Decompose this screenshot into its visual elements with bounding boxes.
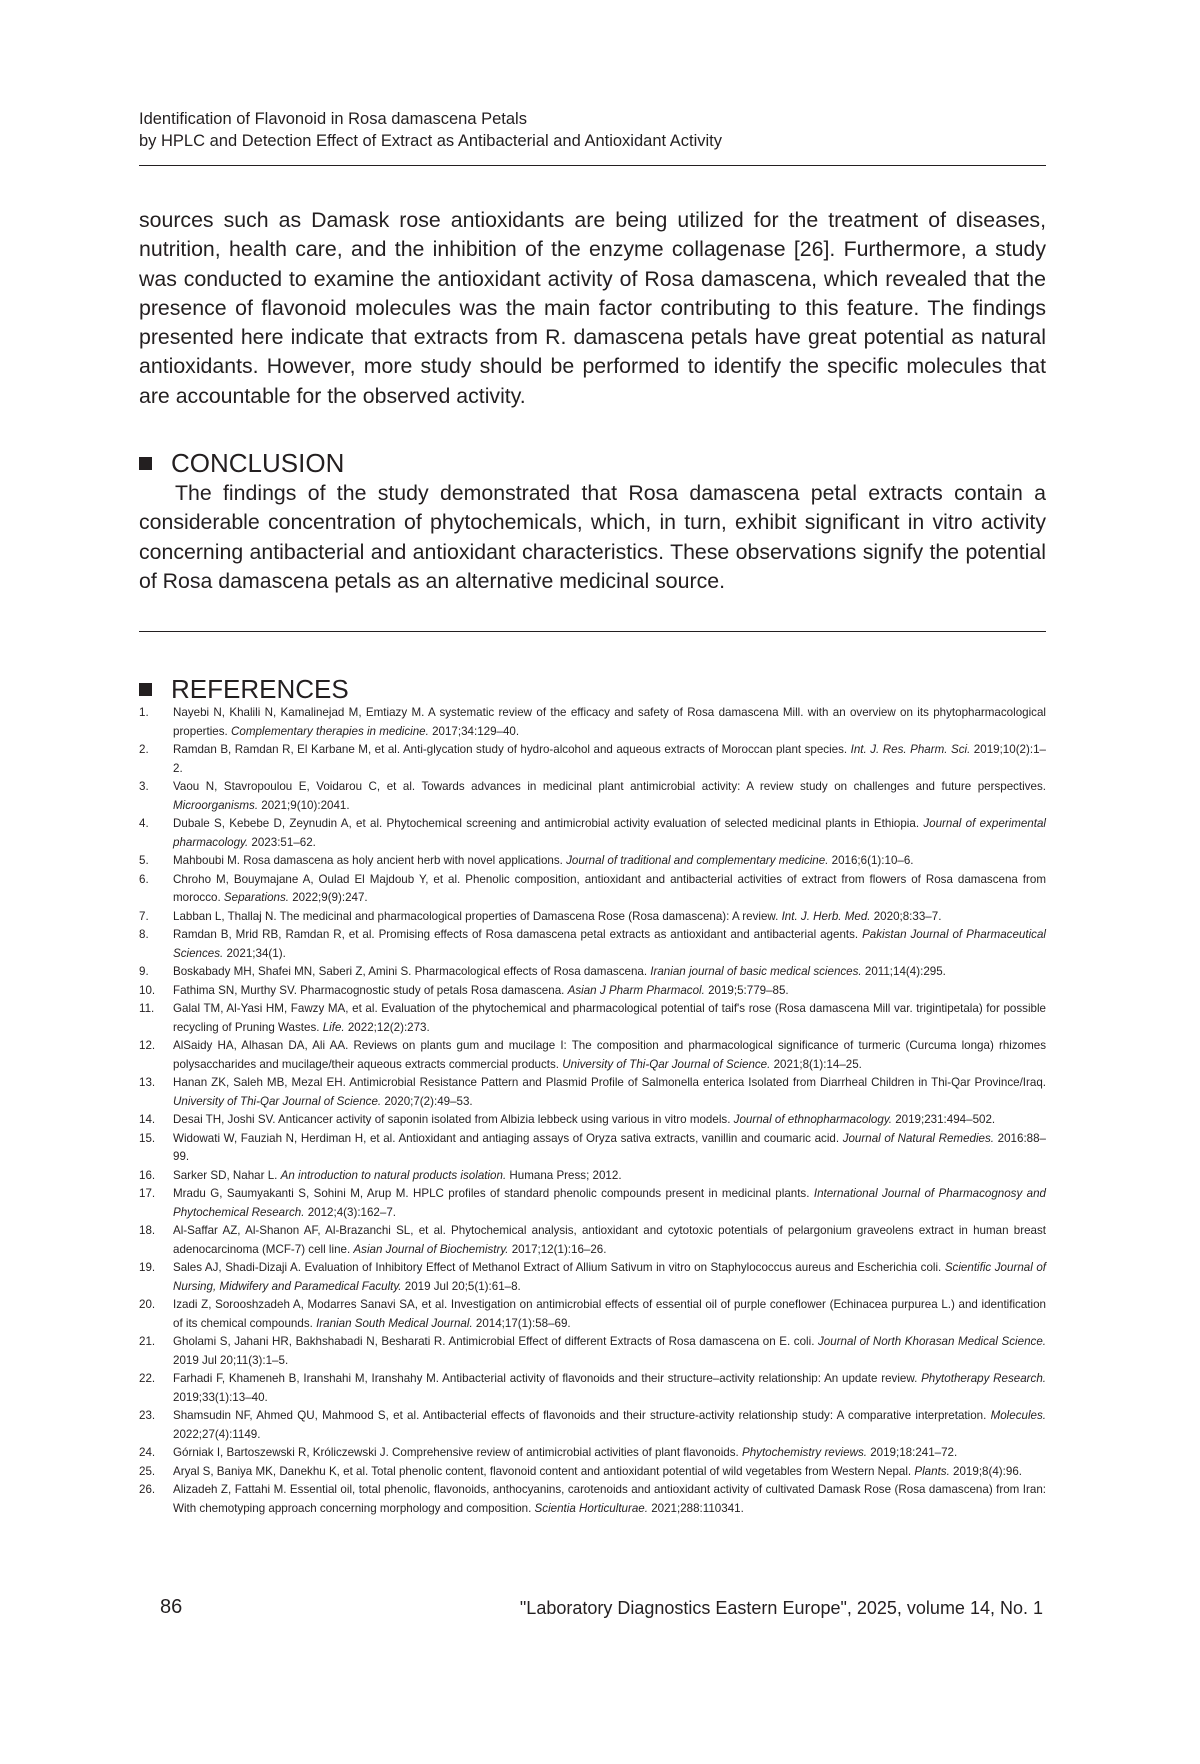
reference-authors-title: Izadi Z, Sorooshzadeh A, Modarres Sanavi SA, et al. Investigation on antimicrobial effects of essential oil of purple coneflower (Echinacea purpurea L.) and identification of its chemical compounds. xyxy=(173,1298,1046,1330)
reference-item xyxy=(139,1130,1046,1167)
reference-authors-title: Mradu G, Saumyakanti S, Sohini M, Arup M. HPLC profiles of standard phenolic compounds present in medicinal plants. xyxy=(173,1187,814,1200)
header-rule xyxy=(139,165,1046,166)
reference-text xyxy=(173,1370,1046,1407)
reference-volume: 2019;231:494–502. xyxy=(891,1113,996,1126)
reference-volume: 2019 Jul 20;11(3):1–5. xyxy=(173,1353,289,1367)
reference-item xyxy=(139,704,1046,741)
reference-journal: Int. J. Res. Pharm. Sci. xyxy=(850,743,971,756)
reference-text xyxy=(173,1444,1046,1463)
reference-number: 13. xyxy=(139,1076,156,1089)
reference-volume: 2022;9(9):247. xyxy=(289,891,368,904)
reference-text xyxy=(173,1000,1046,1037)
conclusion-text: The findings of the study demonstrated that Rosa damascena petal extracts contain a considerable concentration of phytochemicals, which, in turn, exhibit significant in vitro activity concerning antibacterial and antioxidant characteristics. These observations signify the potential of Rosa damascena petals as an alternative medicinal source. xyxy=(139,481,1046,593)
reference-journal: International Journal of Pharmacognosy and Phytochemical Research. xyxy=(173,1187,1046,1219)
reference-volume: 2017;34:129–40. xyxy=(428,724,520,738)
reference-item xyxy=(139,1407,1046,1444)
reference-authors-title: Mahboubi M. Rosa damascena as holy ancient herb with novel applications. xyxy=(173,854,567,867)
reference-list xyxy=(139,704,1046,1518)
reference-text xyxy=(173,1407,1046,1444)
reference-journal: Iranian South Medical Journal. xyxy=(316,1316,473,1330)
reference-number: 22. xyxy=(139,1372,156,1385)
reference-item xyxy=(139,908,1046,927)
reference-journal: Molecules. xyxy=(990,1409,1046,1422)
reference-number: 17. xyxy=(139,1187,156,1200)
conclusion-heading-text: CONCLUSION xyxy=(171,447,345,478)
reference-item xyxy=(139,1463,1046,1482)
square-bullet-icon xyxy=(139,683,152,696)
reference-authors-title: Labban L, Thallaj N. The medicinal and pharmacological properties of Damascena Rose (Rosa damascena): A review. xyxy=(173,909,782,923)
reference-item xyxy=(139,1444,1046,1463)
reference-number: 7. xyxy=(139,909,149,923)
reference-text xyxy=(173,871,1046,908)
reference-text xyxy=(173,741,1046,778)
reference-text xyxy=(173,908,1046,927)
reference-item xyxy=(139,926,1046,963)
reference-item xyxy=(139,1296,1046,1333)
conclusion-heading xyxy=(139,447,344,479)
reference-item xyxy=(139,1111,1046,1130)
reference-volume: 2016;6(1):10–6. xyxy=(828,854,914,867)
reference-text xyxy=(173,778,1046,815)
reference-authors-title: Sarker SD, Nahar L. xyxy=(173,1168,281,1182)
reference-volume: 2019;33(1):13–40. xyxy=(173,1390,268,1404)
reference-number: 5. xyxy=(139,854,149,867)
reference-number: 3. xyxy=(139,780,149,793)
reference-text xyxy=(173,1222,1046,1259)
conclusion-paragraph xyxy=(139,479,1046,596)
reference-item xyxy=(139,1000,1046,1037)
reference-journal: Journal of ethnopharmacology. xyxy=(733,1113,892,1126)
reference-volume: 2021;8(1):14–25. xyxy=(770,1057,862,1071)
reference-text xyxy=(173,1463,1046,1482)
reference-number: 14. xyxy=(139,1113,156,1126)
reference-text xyxy=(173,1074,1046,1111)
page-number: 86 xyxy=(160,1596,183,1618)
reference-volume: 2020;8:33–7. xyxy=(870,909,942,923)
reference-text xyxy=(173,1296,1046,1333)
reference-journal: University of Thi-Qar Journal of Science. xyxy=(173,1094,382,1108)
running-header xyxy=(139,108,1046,152)
reference-journal: Microorganisms. xyxy=(173,798,259,812)
reference-volume: 2022;12(2):273. xyxy=(344,1020,430,1034)
reference-text xyxy=(173,1037,1046,1074)
reference-number: 15. xyxy=(139,1131,156,1145)
reference-authors-title: Alizadeh Z, Fattahi M. Essential oil, total phenolic, flavonoids, anthocyanins, carotenoids and antioxidant activity of cultivated Damask Rose (Rosa damascena) from Iran: With chemotyping approach concerning morphology and composition. xyxy=(173,1483,1046,1515)
reference-authors-title: AlSaidy HA, Alhasan DA, Ali AA. Reviews on plants gum and mucilage I: The composition and pharmacological significance of turmeric (Curcuma longa) rhizomes polysaccharides and mucilage/their aqueous extracts commercial products. xyxy=(173,1039,1046,1071)
reference-text xyxy=(173,1130,1046,1167)
reference-journal: Journal of traditional and complementary medicine. xyxy=(566,854,829,867)
reference-item xyxy=(139,871,1046,908)
intro-paragraph-text: sources such as Damask rose antioxidants are being utilized for the treatment of diseases, nutrition, health care, and the inhibition of the enzyme collagenase [26]. Furthermore, a study was conducted to examine the antioxidant activity of Rosa damascena, which revealed that the presence of flavonoid molecules was the main factor contributing to this feature. The findings presented here indicate that extracts from R. damascena petals have great potential as natural antioxidants. However, more study should be performed to identify the specific molecules that are accountable for the observed activity. xyxy=(139,208,1046,408)
reference-authors-title: Vaou N, Stavropoulou E, Voidarou C, et al. Towards advances in medicinal plant antimicrobial activity: A review study on challenges and future perspectives. xyxy=(173,780,1046,793)
reference-authors-title: Hanan ZK, Saleh MB, Mezal EH. Antimicrobial Resistance Pattern and Plasmid Profile of Salmonella enterica Isolated from Diarrheal Children in Thi-Qar Province/Iraq. xyxy=(173,1076,1046,1089)
reference-text xyxy=(173,815,1046,852)
reference-journal: Asian Journal of Biochemistry. xyxy=(353,1242,509,1256)
reference-volume: 2016:88–99. xyxy=(173,1131,1047,1163)
reference-volume: 2012;4(3):162–7. xyxy=(304,1205,397,1219)
reference-number: 11. xyxy=(139,1002,155,1015)
reference-journal: Scientia Horticulturae. xyxy=(534,1501,648,1515)
reference-volume: 2014;17(1):58–69. xyxy=(472,1316,571,1330)
reference-journal: Separations. xyxy=(223,891,290,904)
reference-item xyxy=(139,741,1046,778)
reference-number: 16. xyxy=(139,1168,156,1182)
reference-authors-title: Boskabady MH, Shafei MN, Saberi Z, Amini S. Pharmacological effects of Rosa damascena. xyxy=(173,965,651,978)
reference-text xyxy=(173,852,1046,871)
reference-authors-title: Ramdan B, Mrid RB, Ramdan R, et al. Promising effects of Rosa damascena petal extracts as antioxidant and antibacterial agents. xyxy=(173,928,863,941)
reference-number: 2. xyxy=(139,743,149,756)
reference-item xyxy=(139,963,1046,982)
reference-journal: An introduction to natural products isolation. xyxy=(280,1168,507,1182)
reference-text xyxy=(173,926,1046,963)
reference-item xyxy=(139,778,1046,815)
reference-number: 6. xyxy=(139,872,149,886)
reference-volume: 2011;14(4):295. xyxy=(861,965,946,978)
reference-volume: 2019;5:779–85. xyxy=(704,983,789,997)
reference-volume: 2017;12(1):16–26. xyxy=(508,1242,607,1256)
reference-journal: Journal of Natural Remedies. xyxy=(842,1131,995,1145)
reference-authors-title: Widowati W, Fauziah N, Herdiman H, et al. Antioxidant and antiaging assays of Oryza sativa extracts, vanillin and coumaric acid. xyxy=(173,1131,843,1145)
reference-number: 26. xyxy=(139,1483,156,1496)
reference-text xyxy=(173,1111,1046,1130)
reference-item xyxy=(139,982,1046,1001)
reference-journal: Journal of experimental pharmacology. xyxy=(173,817,1047,849)
reference-authors-title: Nayebi N, Khalili N, Kamalinejad M, Emtiazy M. A systematic review of the efficacy and safety of Rosa damascena Mill. with an overview on its phytopharmacological properties. xyxy=(173,706,1046,738)
reference-item xyxy=(139,1333,1046,1370)
reference-volume: 2021;9(10):2041. xyxy=(258,798,350,812)
reference-journal: Scientific Journal of Nursing, Midwifery and Paramedical Faculty. xyxy=(173,1261,1047,1293)
reference-authors-title: Farhadi F, Khameneh B, Iranshahi M, Iranshahy M. Antibacterial activity of flavonoids and their structure–activity relationship: An update review. xyxy=(173,1372,922,1385)
reference-number: 25. xyxy=(139,1464,156,1478)
running-title-line-1: Identification of Flavonoid in Rosa damascena Petals xyxy=(139,110,527,128)
reference-journal: Phytotherapy Research. xyxy=(921,1372,1046,1385)
reference-text xyxy=(173,963,1046,982)
intro-paragraph xyxy=(139,206,1046,411)
references-heading xyxy=(139,673,349,705)
reference-volume: 2020;7(2):49–53. xyxy=(381,1094,473,1108)
reference-volume: Humana Press; 2012. xyxy=(506,1168,622,1182)
reference-number: 20. xyxy=(139,1298,156,1311)
reference-journal: Asian J Pharm Pharmacol. xyxy=(567,983,705,997)
reference-authors-title: Galal TM, Al-Yasi HM, Fawzy MA, et al. Evaluation of the phytochemical and pharmacological potential of taif's rose (Rosa damascena Mill var. trigintipetala) for possible recycling of Pruning Wastes. xyxy=(173,1002,1046,1034)
reference-number: 23. xyxy=(139,1409,156,1422)
reference-journal: Iranian journal of basic medical sciences. xyxy=(650,965,862,978)
reference-number: 8. xyxy=(139,928,149,941)
reference-authors-title: Dubale S, Kebebe D, Zeynudin A, et al. Phytochemical screening and antimicrobial activity evaluation of selected medicinal plants in Ethiopia. xyxy=(173,817,924,830)
reference-authors-title: Ramdan B, Ramdan R, El Karbane M, et al. Anti-glycation study of hydro-alcohol and aqueous extracts of Moroccan plant species. xyxy=(173,743,851,756)
reference-number: 21. xyxy=(139,1335,156,1348)
reference-journal: Phytochemistry reviews. xyxy=(741,1446,867,1459)
reference-text xyxy=(173,982,1046,1001)
running-title-line-2: by HPLC and Detection Effect of Extract as Antibacterial and Antioxidant Activity xyxy=(139,132,723,150)
section-separator xyxy=(139,631,1046,632)
reference-item xyxy=(139,1481,1046,1518)
reference-number: 1. xyxy=(139,706,149,719)
reference-text xyxy=(173,1481,1046,1518)
reference-journal: Pakistan Journal of Pharmaceutical Sciences. xyxy=(173,928,1046,960)
reference-text xyxy=(173,1259,1046,1296)
reference-item xyxy=(139,1167,1046,1186)
reference-number: 12. xyxy=(139,1039,156,1052)
reference-authors-title: Chroho M, Bouymajane A, Oulad El Majdoub Y, et al. Phenolic composition, antioxidant and antibacterial activities of extract from flowers of Rosa damascena from morocco. xyxy=(173,872,1046,904)
reference-number: 19. xyxy=(139,1261,156,1274)
reference-number: 4. xyxy=(139,817,149,830)
reference-number: 10. xyxy=(139,983,156,997)
reference-volume: 2019 Jul 20;5(1):61–8. xyxy=(401,1279,521,1293)
reference-text xyxy=(173,1185,1046,1222)
reference-authors-title: Al-Saffar AZ, Al-Shanon AF, Al-Brazanchi SL, et al. Phytochemical analysis, antioxidant and cytotoxic potentials of pelargonium graveolens extract in human breast adenocarcinoma (MCF-7) cell line. xyxy=(173,1224,1046,1256)
reference-authors-title: Fathima SN, Murthy SV. Pharmacognostic study of petals Rosa damascena. xyxy=(173,983,568,997)
reference-item xyxy=(139,1370,1046,1407)
reference-journal: Plants. xyxy=(914,1464,950,1478)
reference-item xyxy=(139,1222,1046,1259)
reference-volume: 2019;18:241–72. xyxy=(866,1446,958,1459)
reference-authors-title: Gholami S, Jahani HR, Bakhshabadi N, Besharati R. Antimicrobial Effect of different Extracts of Rosa damascena on E. coli. xyxy=(173,1335,818,1348)
reference-authors-title: Desai TH, Joshi SV. Anticancer activity of saponin isolated from Albizia lebbeck using various in vitro models. xyxy=(173,1113,734,1126)
reference-text xyxy=(173,1333,1046,1370)
references-heading-text: REFERENCES xyxy=(171,673,349,704)
reference-number: 9. xyxy=(139,965,149,978)
reference-journal: Life. xyxy=(322,1020,345,1034)
reference-number: 24. xyxy=(139,1446,156,1459)
reference-text xyxy=(173,704,1046,741)
reference-volume: 2021;34(1). xyxy=(223,946,286,960)
reference-authors-title: Górniak I, Bartoszewski R, Króliczewski J. Comprehensive review of antimicrobial activities of plant flavonoids. xyxy=(173,1446,742,1459)
reference-item xyxy=(139,1185,1046,1222)
journal-citation: "Laboratory Diagnostics Eastern Europe", 2025, volume 14, No. 1 xyxy=(519,1598,1043,1618)
reference-volume: 2021;288:110341. xyxy=(647,1501,744,1515)
reference-item xyxy=(139,1074,1046,1111)
reference-item xyxy=(139,815,1046,852)
reference-authors-title: Aryal S, Baniya MK, Danekhu K, et al. Total phenolic content, flavonoid content and antioxidant potential of wild vegetables from Western Nepal. xyxy=(173,1464,915,1478)
reference-journal: Int. J. Herb. Med. xyxy=(781,909,871,923)
reference-text xyxy=(173,1167,1046,1186)
reference-volume: 2019;10(2):1–2. xyxy=(173,743,1046,775)
reference-volume: 2022;27(4):1149. xyxy=(173,1427,261,1441)
reference-journal: Complementary therapies in medicine. xyxy=(231,724,429,738)
square-bullet-icon xyxy=(139,457,152,470)
reference-authors-title: Shamsudin NF, Ahmed QU, Mahmood S, et al. Antibacterial effects of flavonoids and their structure-activity relationship study: A comparative interpretation. xyxy=(173,1409,991,1422)
reference-authors-title: Sales AJ, Shadi-Dizaji A. Evaluation of Inhibitory Effect of Methanol Extract of Allium Sativum in vitro on Staphylococcus aureus and Escherichia coli. xyxy=(173,1261,945,1274)
reference-volume: 2019;8(4):96. xyxy=(949,1464,1023,1478)
reference-journal: University of Thi-Qar Journal of Science. xyxy=(562,1057,771,1071)
reference-journal: Journal of North Khorasan Medical Science. xyxy=(818,1335,1046,1348)
reference-item xyxy=(139,1037,1046,1074)
reference-item xyxy=(139,852,1046,871)
reference-number: 18. xyxy=(139,1224,156,1237)
reference-item xyxy=(139,1259,1046,1296)
reference-volume: 2023:51–62. xyxy=(248,835,316,849)
